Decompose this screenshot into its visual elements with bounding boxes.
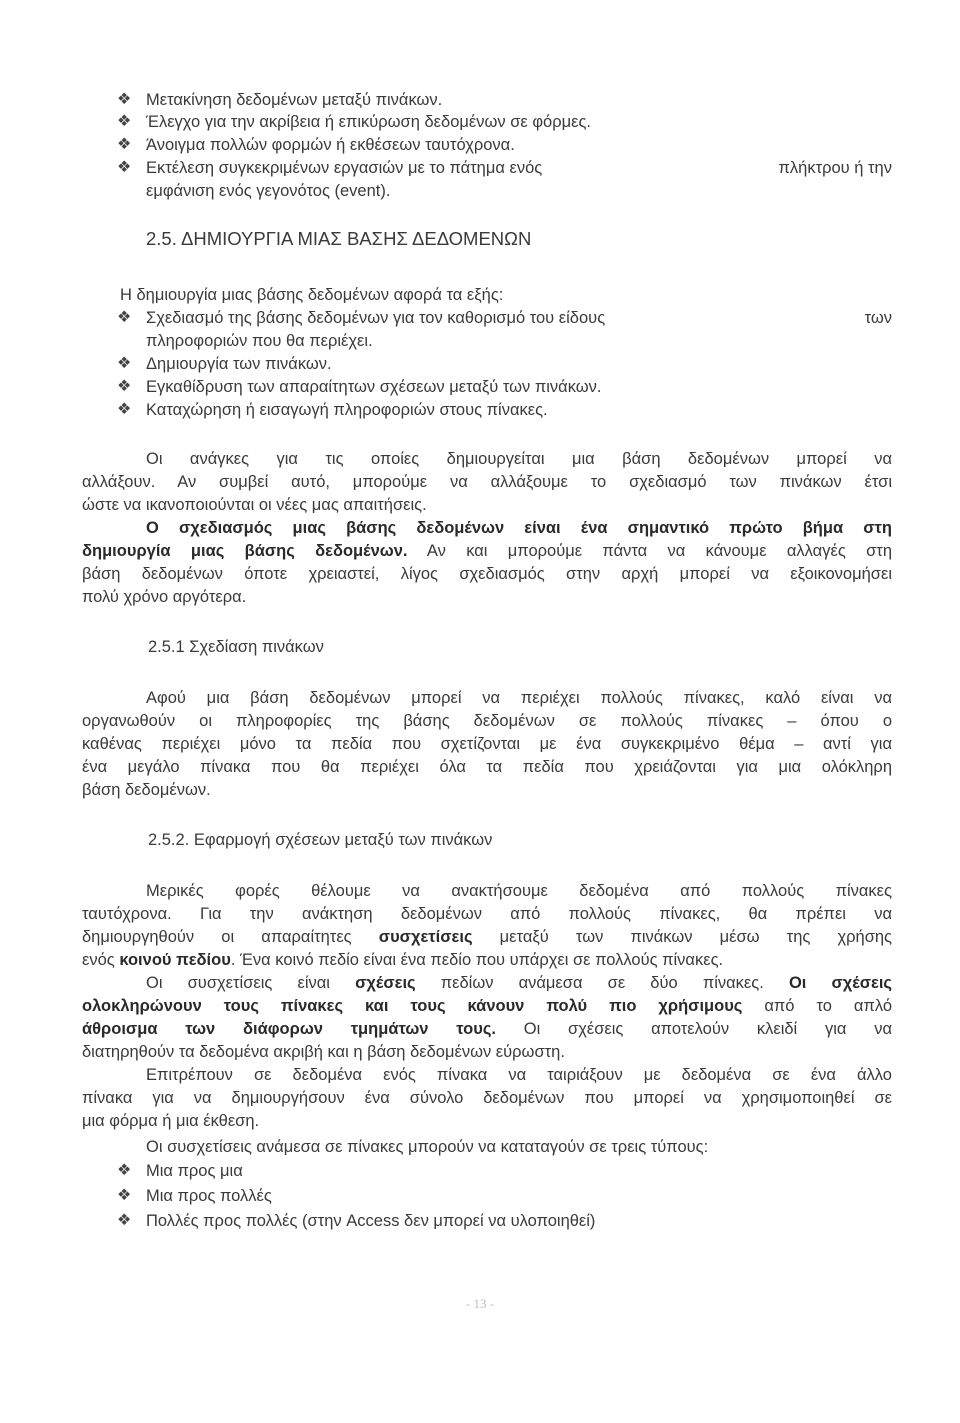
list-item: Μια προς μια [146,1162,243,1180]
list-item: Έλεγχο για την ακρίβεια ή επικύρωση δεδομένων σε φόρμες. [146,113,591,131]
paragraph-text: πεδίων ανάμεσα σε δύο πίνακες. [415,974,789,992]
paragraph-line [82,1018,892,1040]
paragraph-line: βάση δεδομένων. [82,781,211,799]
list-item-tail: των [864,309,892,327]
paragraph-line: ένα μεγάλο πίνακα που θα περιέχει όλα τα πεδία που χρειάζονται για μια ολόκληρη [82,758,892,776]
list-item-continuation: εμφάνιση ενός γεγονότος (event). [146,182,391,200]
bullet-icon: ❖ [117,1212,132,1229]
paragraph-text: Οι συσχετίσεις είναι [146,974,356,992]
paragraph-line: ταυτόχρονα. Για την ανάκτηση δεδομένων από πολλούς πίνακες, θα πρέπει να [82,905,892,923]
paragraph-line: Επιτρέπουν σε δεδομένα ενός πίνακα να ταιριάξουν με δεδομένα σε ένα άλλο [146,1066,892,1084]
creation-intro: Η δημιουργία μιας βάσης δεδομένων αφορά τα εξής: [120,286,504,304]
list-item: Εγκαθίδρυση των απαραίτητων σχέσεων μεταξύ των πινάκων. [146,378,602,396]
section-heading: 2.5. ΔΗΜΙΟΥΡΓΙΑ ΜΙΑΣ ΒΑΣΗΣ ΔΕΔΟΜΕΝΩΝ [146,228,532,249]
paragraph-line [82,540,892,562]
subsection-heading: 2.5.1 Σχεδίαση πινάκων [148,638,324,656]
list-item: Σχεδιασμό της βάσης δεδομένων για τον καθορισμό του είδους [146,309,606,327]
bold-text: άθροισμα των διάφορων τμημάτων τους. [82,1020,496,1038]
paragraph-text: δημιουργηθούν οι απαραίτητες [82,928,379,946]
bold-text: κοινού πεδίου [119,951,231,969]
paragraph-line: οργανωθούν οι πληροφορίες της βάσης δεδομένων σε πολλούς πίνακες – όπου ο [82,712,892,730]
paragraph-line: καθένας περιέχει μόνο τα πεδία που σχετίζονται με ένα συγκεκριμένο θέμα – αντί για [82,735,892,753]
paragraph-text: μεταξύ των πινάκων μέσω της χρήσης [472,928,893,946]
paragraph-line: πολύ χρόνο αργότερα. [82,588,247,606]
bullet-icon: ❖ [117,401,132,418]
list-item: Εκτέλεση συγκεκριμένων εργασιών με το πάτημα ενός [146,159,543,177]
list-item: Άνοιγμα πολλών φορμών ή εκθέσεων ταυτόχρονα. [146,136,515,154]
paragraph-text: . Ένα κοινό πεδίο είναι ένα πεδίο που υπάρχει σε πολλούς πίνακες. [230,951,724,969]
bullet-icon: ❖ [117,1187,132,1204]
paragraph-line: Μερικές φορές θέλουμε να ανακτήσουμε δεδομένα από πολλούς πίνακες [146,882,892,900]
paragraph-text: από το απλό [742,997,893,1015]
paragraph-line: πίνακα για να δημιουργήσουν ένα σύνολο δεδομένων που μπορεί να χρησιμοποιηθεί σε [82,1089,892,1107]
paragraph-text: Αν και μπορούμε πάντα να κάνουμε αλλαγές στη [407,542,892,560]
bullet-icon: ❖ [117,355,132,372]
paragraph-line [82,995,892,1017]
list-item-continuation: πλήκτρου ή την [778,159,892,177]
list-item: Δημιουργία των πινάκων. [146,355,332,373]
bullet-icon: ❖ [117,309,132,326]
bold-text: σχέσεις [355,974,416,992]
bold-paragraph-line: Ο σχεδιασμός μιας βάσης δεδομένων είναι ένα σημαντικό πρώτο βήμα στη [146,519,892,537]
subsection-heading: 2.5.2. Εφαρμογή σχέσεων μεταξύ των πινάκων [148,831,493,849]
bullet-icon: ❖ [117,159,132,176]
bullet-icon: ❖ [117,136,132,153]
bullet-icon: ❖ [117,113,132,130]
bold-text: Οι σχέσεις [788,974,892,992]
list-item: Πολλές προς πολλές (στην Access δεν μπορεί να υλοποιηθεί) [146,1212,596,1230]
paragraph-line: Οι συσχετίσεις ανάμεσα σε πίνακες μπορούν να καταταγούν σε τρεις τύπους: [146,1138,709,1156]
list-item: Μετακίνηση δεδομένων μεταξύ πινάκων. [146,91,443,109]
page-number: - 13 - [465,1296,495,1311]
list-item: Μια προς πολλές [146,1187,272,1205]
bullet-icon: ❖ [117,91,132,108]
bold-text: δημιουργία μιας βάσης δεδομένων. [82,542,408,560]
bullet-icon: ❖ [117,378,132,395]
paragraph-line: αλλάξουν. Αν συμβεί αυτό, μπορούμε να αλλάξουμε το σχεδιασμό των πινάκων έτσι [82,473,892,491]
list-item-continuation: πληροφοριών που θα περιέχει. [146,332,373,350]
paragraph-line [82,926,892,948]
paragraph-line: Αφού μια βάση δεδομένων μπορεί να περιέχει πολλούς πίνακες, καλό είναι να [146,689,892,707]
paragraph-line: βάση δεδομένων όποτε χρειαστεί, λίγος σχεδιασμός στην αρχή μπορεί να εξοικονομήσει [82,565,892,583]
list-item: Καταχώρηση ή εισαγωγή πληροφοριών στους πίνακες. [146,401,548,419]
paragraph-line [146,972,892,994]
paragraph-line: Οι ανάγκες για τις οποίες δημιουργείται μια βάση δεδομένων μπορεί να [146,450,892,468]
bold-text: συσχετίσεις [378,928,473,946]
paragraph-line: ώστε να ικανοποιούνται οι νέες μας απαιτήσεις. [82,496,427,514]
paragraph-line: διατηρηθούν τα δεδομένα ακριβή και η βάση δεδομένων εύρωστη. [82,1043,565,1061]
paragraph-text: Οι σχέσεις αποτελούν κλειδί για να [496,1020,892,1038]
bold-text: ολοκληρώνουν τους πίνακες και τους κάνουν πολύ πιο χρήσιμους [82,997,743,1015]
bullet-icon: ❖ [117,1162,132,1179]
paragraph-line: μια φόρμα ή μια έκθεση. [82,1112,260,1130]
paragraph-line [82,949,892,971]
paragraph-text: ενός [82,951,120,969]
